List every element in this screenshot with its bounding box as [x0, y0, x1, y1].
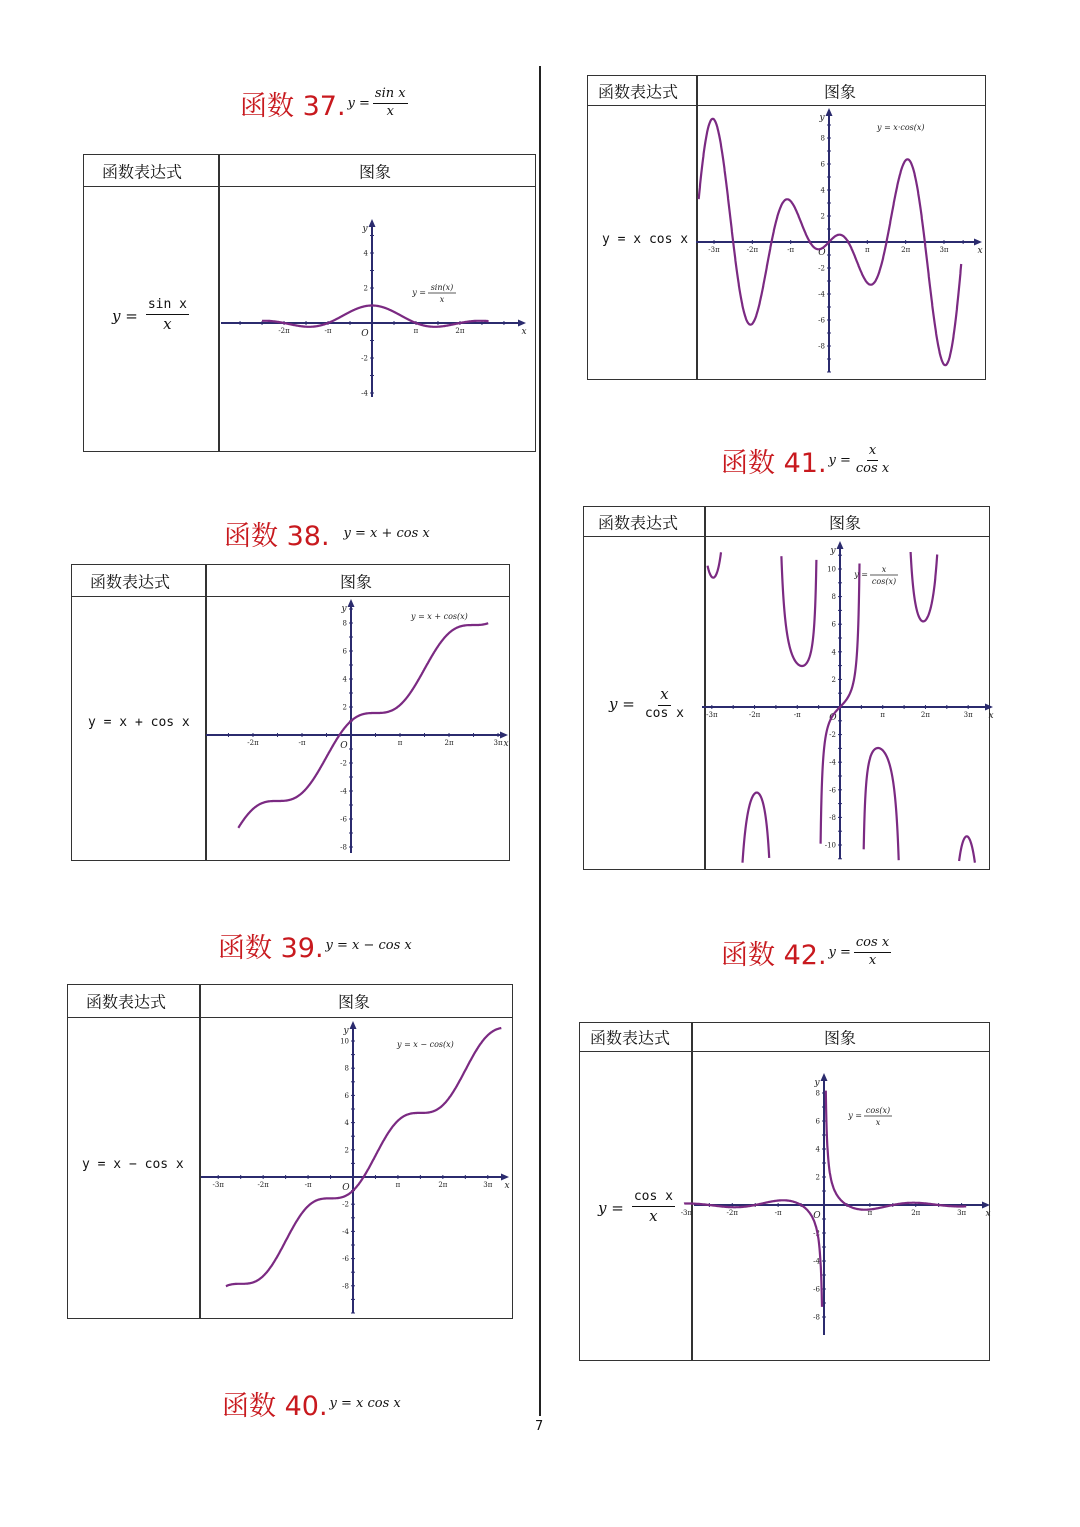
- y-axis-arrow: [821, 1073, 828, 1081]
- y-axis-label: y: [814, 1078, 820, 1088]
- y-tick-label: -4: [818, 290, 825, 299]
- curve-label-prefix: y =: [848, 1111, 862, 1120]
- heading-function-42: 函数 42. y = $\frac{\text{cos x}}{x}$: [721, 935, 890, 971]
- plot-x-cosx: [706, 112, 983, 374]
- x-axis-arrow: [501, 1174, 509, 1181]
- x-axis-arrow: [518, 320, 526, 327]
- x-tick-label: 3π: [493, 739, 503, 747]
- y-tick-label: 2: [344, 1146, 349, 1155]
- x-axis-label: x: [988, 711, 994, 721]
- header-expression: 函数表达式: [102, 162, 183, 181]
- curve-label: [411, 283, 456, 304]
- x-tick-label: -π: [774, 1209, 782, 1217]
- y-tick-label: 2: [363, 284, 368, 293]
- y-tick-label: -6: [818, 316, 825, 325]
- origin-label: O: [829, 713, 837, 723]
- y-tick-label: 2: [831, 675, 836, 684]
- y-tick-label: -2: [342, 1200, 349, 1209]
- x-tick-label: 3π: [957, 1209, 967, 1217]
- expression-cell: y = x − cos x: [82, 1157, 184, 1172]
- curve-label: [876, 123, 925, 132]
- y-tick-label: 4: [815, 1145, 820, 1154]
- plot-x-minus-cosx: [213, 1025, 508, 1315]
- expression-cell: y = $\frac{\text{sin x}}{x}$: [112, 297, 187, 333]
- graph-sinx-over-x: [229, 225, 529, 405]
- y-tick-label: 2: [820, 212, 825, 221]
- x-tick-label: -π: [793, 711, 801, 719]
- curve-label: [410, 612, 468, 621]
- x-tick-label: π: [413, 327, 419, 335]
- x-axis-label: x: [985, 1209, 991, 1219]
- x-tick-label: -2π: [278, 327, 290, 335]
- y-tick-label: -8: [813, 1313, 820, 1322]
- y-axis-label: y: [830, 546, 836, 556]
- y-tick-label: -6: [340, 815, 347, 824]
- y-tick-label: -4: [342, 1227, 349, 1236]
- origin-label: O: [342, 1183, 350, 1193]
- y-tick-label: 6: [344, 1091, 349, 1100]
- function-table-x-cosx: 函数表达式 图象 y = x cos x -3π -2π -π π 2π 3π 8 6 4 2 -2 -4 -6 -8 O x y y = x·cos(x): [587, 75, 986, 380]
- expression-cell: y = $\frac{\text{cos x}}{x}$: [598, 1189, 673, 1225]
- y-tick-label: 8: [820, 134, 825, 143]
- x-axis-label: x: [521, 327, 527, 337]
- plot-cosx-over-x: [680, 1077, 991, 1337]
- x-tick-label: π: [397, 739, 403, 747]
- y-tick-label: 4: [820, 186, 825, 195]
- x-tick-label: -2π: [247, 739, 259, 747]
- x-tick-label: -3π: [708, 246, 720, 254]
- plot-sinx-over-x: [229, 225, 529, 405]
- x-tick-label: -3π: [212, 1181, 224, 1189]
- curve-label-numerator: x: [881, 565, 887, 574]
- heading-label: 函数 37.: [240, 91, 346, 122]
- x-tick-label: -2π: [746, 246, 759, 254]
- y-tick-label: -2: [818, 264, 825, 273]
- graph-x-cosx: [706, 112, 983, 374]
- y-tick-label: -2: [813, 1229, 820, 1238]
- x-tick-label: 3π: [939, 246, 949, 254]
- function-table-cosx-over-x: 函数表达式 图象 y = $\frac{\text{cos x}}{x}$ -3π -2π -π π 2π 3π 8 6 4 2 -2 -4 -6 -8 O x y y = cos(x) x: [579, 1022, 990, 1361]
- y-tick-label: 8: [342, 619, 347, 628]
- function-curve: [226, 1028, 501, 1286]
- curve-label: [847, 1106, 892, 1127]
- function-curve: [684, 1091, 966, 1307]
- graph-x-over-cosx: [706, 543, 994, 863]
- y-tick-label: -2: [361, 354, 368, 363]
- y-axis-label: y: [819, 113, 825, 123]
- curve-label-denominator: x: [875, 1118, 881, 1127]
- y-tick-label: -6: [342, 1255, 349, 1264]
- graph-cosx-over-x: [680, 1077, 991, 1337]
- y-tick-label: 4: [342, 675, 347, 684]
- y-tick-label: 8: [831, 593, 836, 602]
- y-tick-label: -8: [829, 813, 836, 822]
- x-tick-label: -π: [787, 246, 795, 254]
- y-tick-label: -10: [824, 841, 836, 850]
- x-axis-arrow: [985, 704, 993, 711]
- y-tick-label: 4: [831, 648, 836, 657]
- y-axis-arrow: [348, 599, 355, 607]
- x-tick-label: -3π: [680, 1209, 693, 1217]
- x-tick-label: -π: [324, 327, 332, 335]
- x-tick-label: 2π: [911, 1209, 921, 1217]
- y-tick-label: -8: [340, 843, 347, 852]
- x-tick-label: π: [880, 711, 886, 719]
- y-tick-label: -4: [340, 787, 347, 796]
- curve-label-prefix: y =: [854, 570, 868, 579]
- y-tick-label: -4: [361, 389, 368, 398]
- y-tick-label: -4: [813, 1257, 820, 1266]
- function-table-x-minus-cosx: 函数表达式 图象 y = x − cos x -3π -2π -π π 2π 3π 10 8 6 4 2 -2 -4 -6 -8 O x y y = x − cos(x): [67, 984, 513, 1319]
- y-tick-label: 4: [344, 1119, 349, 1128]
- y-tick-label: 6: [815, 1117, 820, 1126]
- x-axis-arrow: [500, 732, 508, 739]
- curve-label-denominator: x: [439, 295, 445, 304]
- x-axis-label: x: [977, 246, 983, 256]
- x-tick-label: π: [867, 1209, 873, 1217]
- x-axis-label: x: [503, 739, 509, 749]
- x-axis-arrow: [974, 239, 982, 246]
- y-tick-label: 10: [827, 565, 836, 574]
- y-tick-label: 6: [820, 160, 825, 169]
- x-tick-label: π: [395, 1181, 401, 1189]
- function-table-x-over-cosx: 函数表达式 图象 y = $\frac{x}{\text{cos x}}$ -3π -2π -π π 2π 3π 10 8 6 4 2 -2 -4 -6 -8 -10 O x y y = x cos(x): [583, 506, 990, 870]
- y-axis-label: y: [341, 604, 347, 614]
- y-tick-label: 10: [340, 1037, 349, 1046]
- origin-label: O: [813, 1211, 821, 1221]
- origin-label: O: [361, 329, 369, 339]
- y-tick-label: -2: [829, 731, 836, 740]
- y-tick-label: 6: [342, 647, 347, 656]
- y-tick-label: -6: [829, 786, 836, 795]
- function-curve: [238, 623, 488, 828]
- graph-x-minus-cosx: [213, 1025, 508, 1315]
- expression-cell: y = x + cos x: [88, 715, 190, 730]
- y-axis-arrow: [837, 541, 844, 549]
- y-tick-label: -2: [340, 759, 347, 768]
- x-tick-label: -2π: [748, 711, 761, 719]
- heading-function-39: 函数 39. y = x − cos x: [218, 933, 412, 964]
- y-tick-label: 2: [815, 1173, 820, 1182]
- curve-label-text: y = x + cos(x): [411, 612, 468, 621]
- x-tick-label: 2π: [455, 327, 465, 335]
- page-number: 7: [535, 1419, 544, 1434]
- y-tick-label: 2: [342, 703, 347, 712]
- x-tick-label: 2π: [920, 711, 930, 719]
- function-table-x-plus-cosx: 函数表达式 图象 y = x + cos x -2π -π π 2π 3π 8 6 4 2 -2 -4 -6 -8 O x y y = x + cos(x): [71, 564, 510, 861]
- x-tick-label: 2π: [901, 246, 911, 254]
- x-tick-label: -2π: [726, 1209, 738, 1217]
- curve-label-text: y = x − cos(x): [397, 1040, 454, 1049]
- x-tick-label: -π: [304, 1181, 312, 1189]
- y-axis-arrow: [369, 219, 376, 227]
- plot-x-over-cosx: [706, 543, 994, 863]
- y-tick-label: 6: [831, 620, 836, 629]
- curve-label-prefix: y =: [412, 288, 426, 297]
- y-tick-label: 8: [815, 1089, 820, 1098]
- x-axis-label: x: [504, 1181, 510, 1191]
- curve-label-numerator: cos(x): [865, 1106, 891, 1115]
- y-tick-label: -8: [342, 1282, 349, 1291]
- origin-label: O: [818, 248, 826, 258]
- y-axis-label: y: [343, 1026, 349, 1036]
- heading-function-38: 函数 38. y = x + cos x: [224, 521, 430, 552]
- y-axis-label: y: [362, 224, 368, 234]
- x-tick-label: -3π: [706, 711, 718, 719]
- y-tick-label: -6: [813, 1285, 820, 1294]
- column-divider: [539, 66, 541, 1416]
- origin-label: O: [340, 741, 348, 751]
- x-tick-label: -π: [298, 739, 306, 747]
- heading-function-37: 函数 37. y = $\frac{\text{sin x}}{x}$: [240, 84, 408, 123]
- y-tick-label: -8: [818, 342, 825, 351]
- y-tick-label: 8: [344, 1064, 349, 1073]
- expression-cell: y = x cos x: [602, 232, 689, 247]
- header-graph: 图象: [359, 162, 392, 181]
- curve-label-numerator: sin(x): [430, 283, 454, 292]
- x-tick-label: 3π: [963, 711, 973, 719]
- x-tick-label: 2π: [444, 739, 454, 747]
- curve-label-text: y = x·cos(x): [877, 123, 925, 132]
- x-tick-label: -2π: [257, 1181, 269, 1189]
- plot-x-plus-cosx: [220, 601, 509, 856]
- x-axis-arrow: [982, 1202, 990, 1209]
- expression-cell: y = $\frac{x}{\text{cos x}}$: [609, 685, 684, 721]
- x-tick-label: 3π: [483, 1181, 493, 1189]
- y-tick-label: -4: [829, 758, 836, 767]
- heading-function-41: 函数 41. y = $\frac{x}{\text{cos x}}$: [721, 443, 890, 479]
- curve-label: [396, 1040, 454, 1049]
- x-tick-label: π: [865, 246, 870, 254]
- graph-x-plus-cosx: [220, 601, 509, 856]
- heading-function-40: 函数 40. y = x cos x: [222, 1391, 401, 1422]
- x-tick-label: 2π: [438, 1181, 448, 1189]
- curve-label-denominator: cos(x): [871, 577, 897, 586]
- y-tick-label: 4: [363, 249, 368, 258]
- function-table-sinx-over-x: [83, 154, 536, 452]
- y-axis-arrow: [826, 108, 833, 116]
